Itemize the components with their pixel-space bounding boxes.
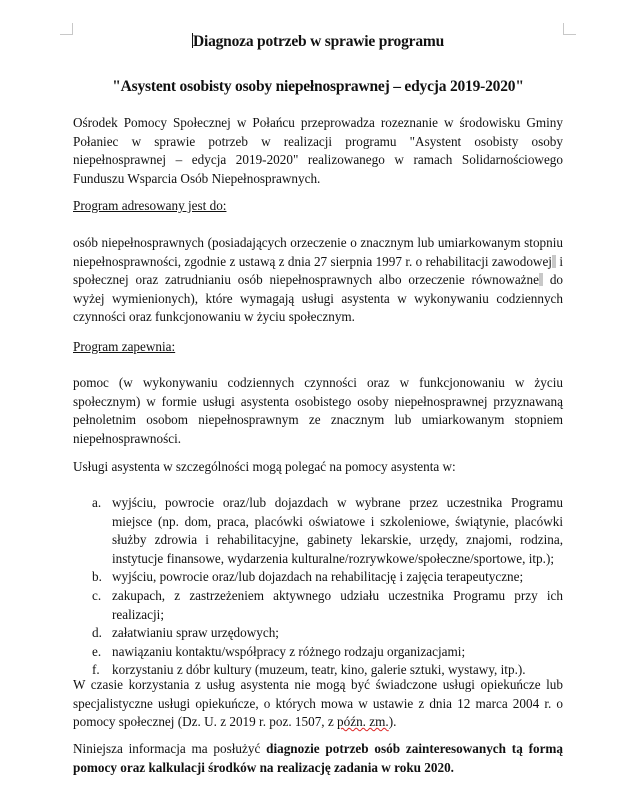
services-intro: Usługi asystenta w szczególności mogą polegać na pomocy asystenta w: — [73, 459, 456, 474]
restriction-paragraph: W czasie korzystania z usług asystenta nie mogą być świadczone usługi opiekuńcze lub specjalistyczne usługi opiekuńcze, o których mowa w ustawie z dnia 12 marca 2004 r. o pomocy społecznej (Dz. U. z 2019 r. poz. 1507, z późn. zm.). — [73, 677, 563, 730]
services-list — [73, 494, 563, 680]
list-item: f. korzystaniu z dóbr kultury (muzeum, teatr, kino, galerie sztuki, wystawy, itp.). — [92, 662, 526, 678]
section-heading-provides: Program zapewnia: — [73, 339, 176, 354]
page-corner-mark-top-right — [563, 23, 576, 35]
document-title: Diagnoza potrzeb w sprawie programu — [192, 33, 445, 50]
list-item: e. nawiązaniu kontaktu/współpracy z różnego rodzaju organizacjami; — [92, 643, 466, 659]
list-item: b. wyjściu, powrocie oraz/lub dojazdach na rehabilitację i zajęcia terapeutyczne; — [92, 569, 524, 585]
section-heading-addressed-to: Program adresowany jest do: — [73, 198, 227, 213]
list-item: d. załatwianiu spraw urzędowych; — [92, 625, 279, 641]
document-subtitle: "Asystent osobisty osoby niepełnosprawnej – edycja 2019-2020" — [112, 78, 524, 95]
closing-paragraph: Niniejsza informacja ma posłużyć diagnozie potrzeb osób zainteresowanych tą formą pomocy oraz kalkulacji środków na realizację zadania w roku 2020. — [73, 741, 564, 775]
list-item: c. zakupach, z zastrzeżeniem aktywnego udziału uczestnika Programu przy ich realizacji; — [92, 587, 563, 622]
intro-paragraph: Ośrodek Pomocy Społecznej w Połańcu przeprowadza rozeznanie w środowisku Gminy Połaniec w sprawie potrzeb w realizacji programu "Asystent osobisty osoby niepełnosprawnej – edycja 2019-2020" realizowanego w ramach Solidarnościowego Funduszu Wsparcia Osób Niepełnosprawnych. — [73, 115, 563, 186]
spelling-flagged-text[interactable]: późn. zm. — [337, 714, 389, 730]
provides-paragraph: pomoc (w wykonywaniu codziennych czynności oraz w funkcjonowaniu w życiu społecznym) w formie usługi asystenta osobistego osoby niepełnosprawnej przyznawaną pełnoletnim osobom niepełnosprawnym ze znacznym lub umiarkowanym stopniem niepełnosprawności. — [73, 375, 563, 446]
list-item: a. wyjściu, powrocie oraz/lub dojazdach w wybrane przez uczestnika Programu miejsce (np. dom, praca, placówki oświatowe i szkoleniowe, świątynie, placówki służby zdrowia i rehabilitacyjne, gabinety lekarskie, urzędy, znajomi, rodzina, instytucje finansowe, wydarzenia kulturalne/rozrywkowe/społeczne/sportowe, itp.); — [92, 495, 563, 566]
addressed-to-paragraph: osób niepełnosprawnych (posiadających orzeczenie o znacznym lub umiarkowanym stopniu niepełnosprawności, zgodnie z ustawą z dnia 27 sierpnia 1997 r. o rehabilitacji zawodowej i społecznej oraz zatrudnianiu osób niepełnosprawnych albo orzeczenie równoważne do wyżej wymienionych), które wymagają usługi asystenta w wykonywaniu codziennych czynności oraz funkcjonowaniu w życiu społecznym. — [73, 235, 564, 325]
page-corner-mark-top-left — [60, 23, 73, 35]
